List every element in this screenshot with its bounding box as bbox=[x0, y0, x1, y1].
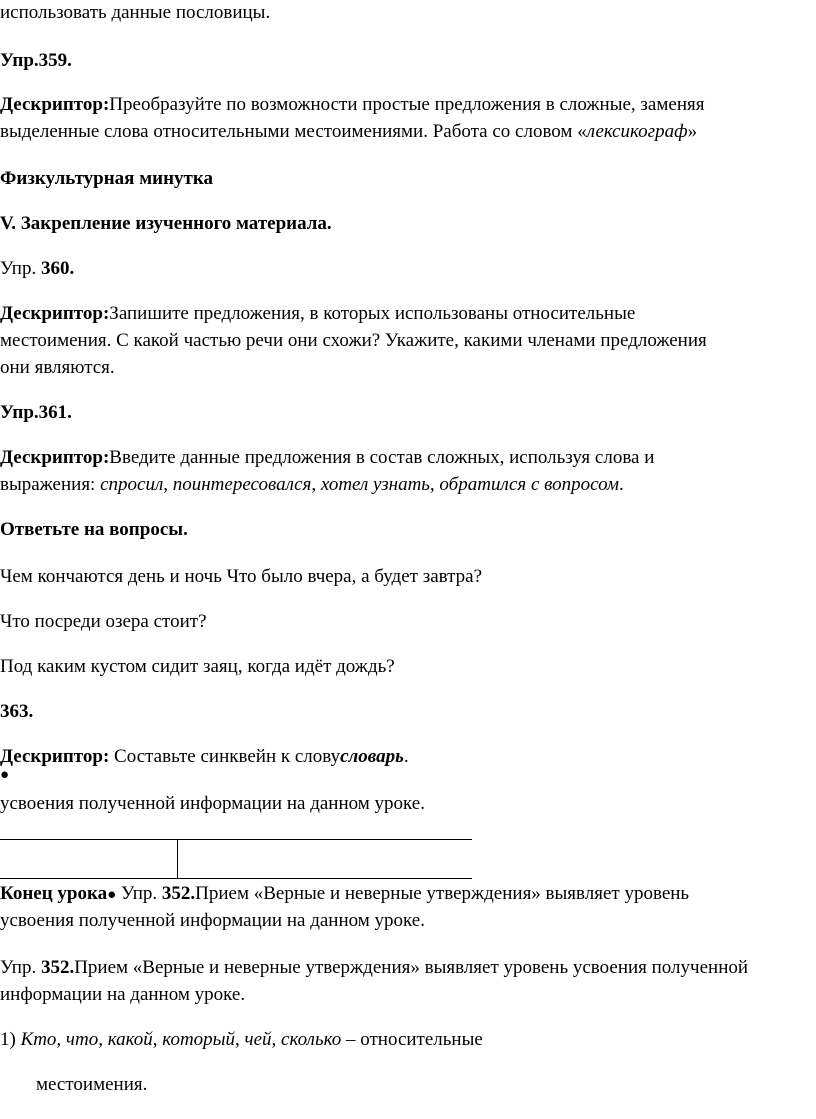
text-line: местоимения. С какой частью речи они схожи? Укажите, какими членами предложения bbox=[0, 330, 707, 351]
bullet-icon: ● bbox=[107, 887, 117, 903]
text-line: усвоения полученной информации на данном уроке. bbox=[0, 910, 425, 931]
table-column-divider bbox=[177, 839, 178, 879]
question-line: Чем кончаются день и ночь Что было вчера, а будет завтра? bbox=[0, 566, 483, 587]
exercise-heading: Упр.359. bbox=[0, 50, 72, 71]
question-line: Под каким кустом сидит заяц, когда идёт дождь? bbox=[0, 656, 395, 677]
descriptor-label: Дескриптор: bbox=[0, 94, 110, 115]
text-line: усвоения полученной информации на данном уроке. bbox=[0, 793, 425, 814]
descriptor-line: Дескриптор:Преобразуйте по возможности простые предложения в сложные, заменяя bbox=[0, 94, 705, 115]
section-heading: Физкультурная минутка bbox=[0, 168, 214, 189]
text-line: они являются. bbox=[0, 357, 115, 378]
descriptor-label: Дескриптор: bbox=[0, 447, 110, 468]
descriptor-label: Дескриптор: bbox=[0, 303, 110, 324]
table-border-bottom bbox=[0, 878, 472, 879]
bullet-icon: ● bbox=[0, 767, 10, 783]
exercise-heading: Упр. 360. bbox=[0, 258, 75, 279]
text-line: использовать данные пословицы. bbox=[0, 2, 271, 23]
descriptor-line: Дескриптор:Запишите предложения, в которых использованы относительные bbox=[0, 303, 636, 324]
text-line: выделенные слова относительными местоимениями. Работа со словом «лексикограф» bbox=[0, 121, 698, 142]
descriptor-label: Дескриптор: bbox=[0, 746, 110, 767]
text-line: выражения: спросил, поинтересовался, хотел узнать, обратился с вопросом. bbox=[0, 474, 624, 495]
table-border-top bbox=[0, 839, 472, 840]
descriptor-line: Дескриптор:Введите данные предложения в состав сложных, используя слова и bbox=[0, 447, 655, 468]
exercise-line: Упр. 352.Прием «Верные и неверные утверждения» выявляет уровень усвоения полученной bbox=[0, 957, 749, 978]
descriptor-line: Дескриптор: Составьте синквейн к словусловарь. bbox=[0, 746, 409, 767]
exercise-heading: 363. bbox=[0, 701, 34, 722]
section-heading: Ответьте на вопросы. bbox=[0, 519, 188, 540]
list-item: 1) Кто, что, какой, который, чей, сколько – относительные bbox=[0, 1029, 483, 1050]
text-line: информации на данном уроке. bbox=[0, 984, 246, 1005]
exercise-heading: Упр.361. bbox=[0, 402, 72, 423]
section-heading: V. Закрепление изученного материала. bbox=[0, 213, 332, 234]
text-line: местоимения. bbox=[36, 1074, 148, 1095]
question-line: Что посреди озера стоит? bbox=[0, 611, 207, 632]
lesson-end-line: Конец урока● Упр. 352.Прием «Верные и неверные утверждения» выявляет уровень bbox=[0, 883, 690, 904]
